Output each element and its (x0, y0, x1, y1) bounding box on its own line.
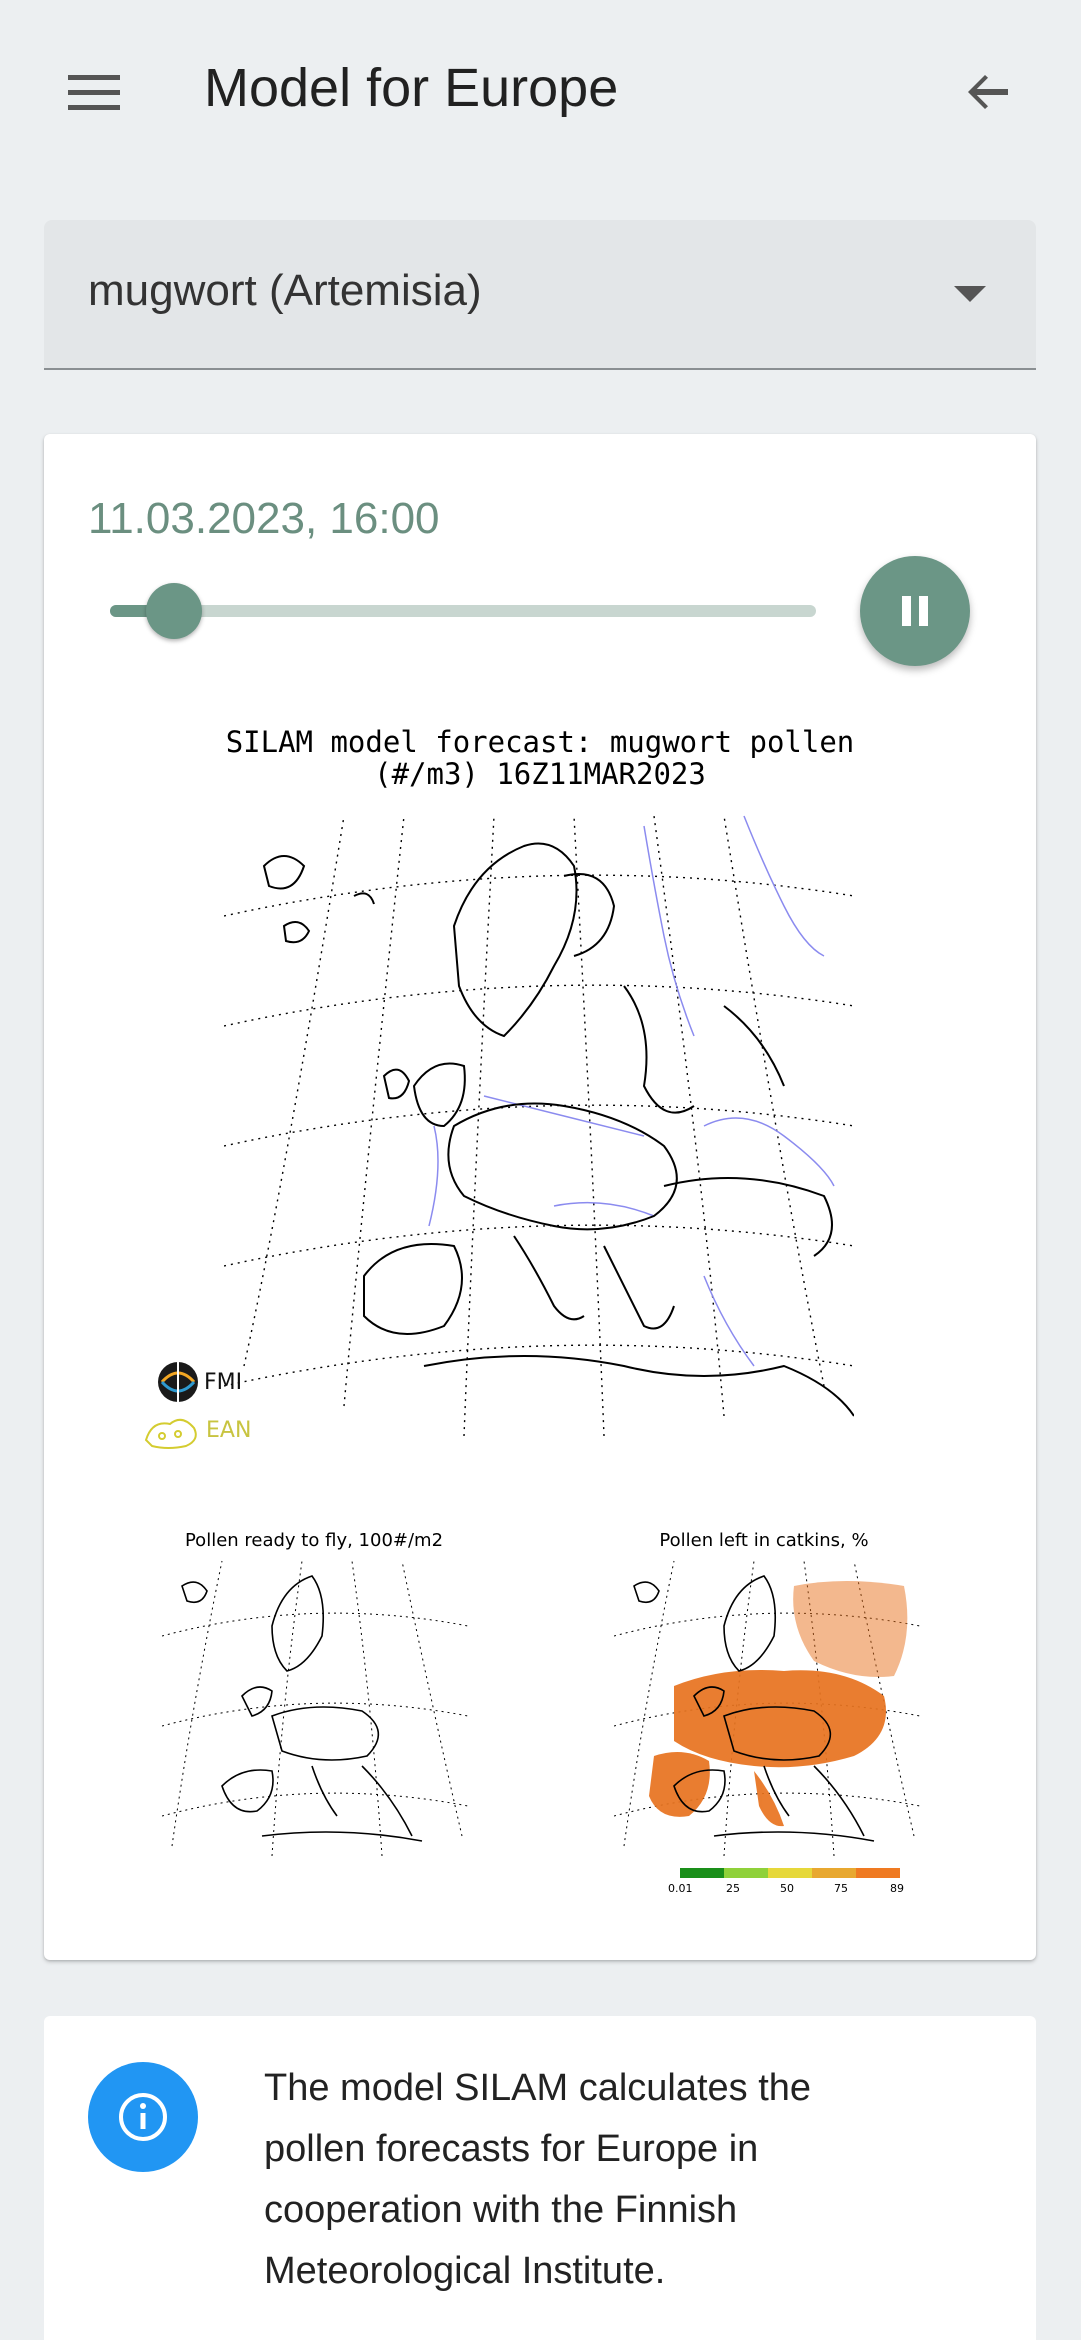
info-text: The model SILAM calculates the pollen forecasts for Europe in cooperation with the Finnish Meteorological Institute. (264, 2067, 812, 2292)
legend-label-4: 75 (834, 1882, 848, 1895)
menu-icon (68, 73, 120, 113)
pollen-type-select[interactable] (44, 220, 1036, 370)
arrow-drop-down-icon (954, 286, 986, 302)
legend-label-2: 25 (726, 1882, 740, 1895)
legend-swatch-3 (768, 1868, 812, 1878)
menu-button[interactable] (56, 55, 132, 131)
pollen-catkins-map (614, 1556, 920, 1862)
legend-label-5: 89 (890, 1882, 904, 1895)
pause-button[interactable] (860, 556, 970, 666)
back-button[interactable] (948, 52, 1028, 132)
forecast-card (44, 434, 1036, 1960)
ean-logo-text: EAN (206, 1417, 252, 1443)
europe-forecast-map (224, 806, 854, 1442)
ean-logo (142, 1410, 251, 1450)
map-title-line1: SILAM model forecast: mugwort pollen (225, 725, 855, 759)
pause-icon (900, 594, 930, 628)
info-icon (88, 2062, 198, 2172)
legend-label-3: 50 (780, 1882, 794, 1895)
legend-swatch-5 (856, 1868, 900, 1878)
legend-swatch-2 (724, 1868, 768, 1878)
legend-labels (668, 1882, 928, 1902)
info-glyph-icon (116, 2090, 170, 2144)
fmi-logo-text: FMI (204, 1369, 243, 1395)
fmi-logo-icon (156, 1360, 200, 1404)
app-bar (0, 0, 1081, 176)
legend-label-1: 0.01 (668, 1882, 693, 1895)
time-slider[interactable] (110, 605, 816, 617)
legend-swatch-4 (812, 1868, 856, 1878)
info-card (44, 2016, 1036, 2340)
map-title (44, 726, 1036, 790)
page-title: Model for Europe (204, 58, 619, 118)
sub-map-left-title: Pollen ready to fly, 100#/m2 (184, 1530, 444, 1551)
sub-map-right-title: Pollen left in catkins, % (659, 1530, 869, 1551)
map-title-line2: (#/m3) 16Z11MAR2023 (374, 757, 706, 791)
forecast-timestamp: 11.03.2023, 16:00 (88, 494, 440, 543)
slider-thumb[interactable] (146, 583, 202, 639)
pollen-ready-map (162, 1556, 468, 1862)
arrow-back-icon (964, 68, 1012, 116)
fmi-logo (156, 1360, 242, 1404)
ean-logo-icon (142, 1410, 202, 1450)
legend-swatch-1 (680, 1868, 724, 1878)
pollen-legend (680, 1868, 900, 1878)
pollen-type-value: mugwort (Artemisia) (88, 266, 482, 315)
